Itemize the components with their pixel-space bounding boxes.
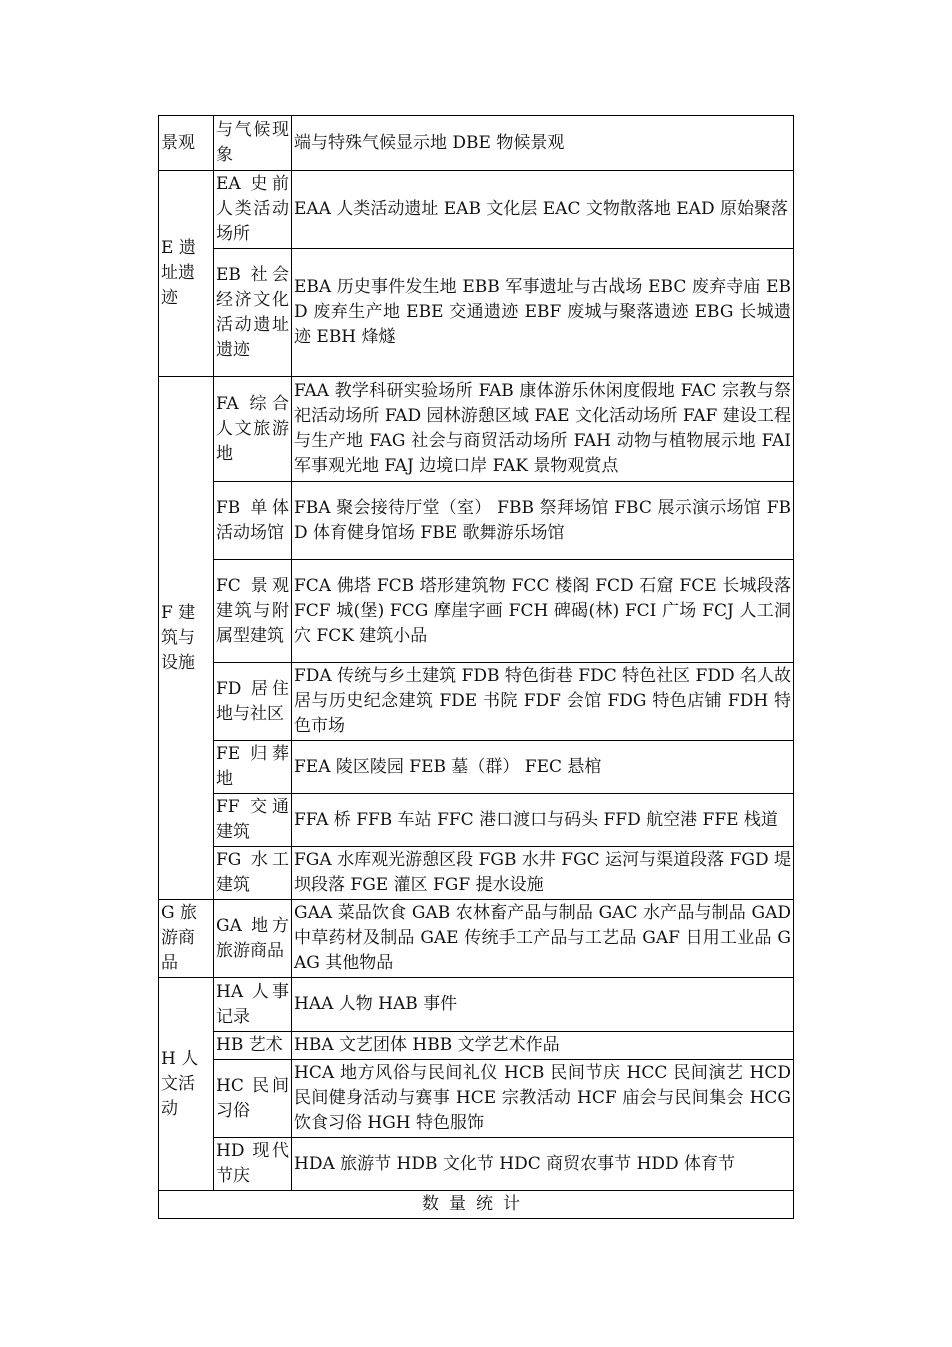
- sub-category-cell: HB 艺术: [214, 1032, 292, 1060]
- sub-category-cell: HA 人事记录: [214, 978, 292, 1032]
- main-category-cell: E 遗址遗迹: [159, 171, 214, 377]
- table-row: [159, 116, 794, 171]
- main-category-cell: G 旅游商品: [159, 900, 214, 978]
- items-cell: FFA 桥 FFB 车站 FFC 港口渡口与码头 FFD 航空港 FFE 栈道: [292, 794, 794, 847]
- table-row: [159, 741, 794, 794]
- sub-category-cell: FC 景观建筑与附属型建筑: [214, 560, 292, 663]
- main-category-cell: 景观: [159, 116, 214, 171]
- sub-category-cell: HD 现代节庆: [214, 1138, 292, 1191]
- items-cell: FDA 传统与乡土建筑 FDB 特色街巷 FDC 特色社区 FDD 名人故居与历史纪念建筑 FDE 书院 FDF 会馆 FDG 特色店铺 FDH 特色市场: [292, 663, 794, 741]
- table-row: [159, 847, 794, 900]
- resource-classification-table: [158, 115, 794, 1219]
- sub-category-cell: 与气候现象: [214, 116, 292, 171]
- sub-category-cell: FE 归葬地: [214, 741, 292, 794]
- table-row: [159, 794, 794, 847]
- items-cell: FAA 教学科研实验场所 FAB 康体游乐休闲度假地 FAC 宗教与祭祀活动场所 FAD 园林游憩区域 FAE 文化活动场所 FAF 建设工程与生产地 FAG 社会与商贸活动场所 FAH 动物与植物展示地 FAI 军事观光地 FAJ 边境口岸 FAK 景物观赏点: [292, 377, 794, 482]
- table-row: [159, 560, 794, 663]
- table-row: [159, 663, 794, 741]
- items-cell: HBA 文艺团体 HBB 文学艺术作品: [292, 1032, 794, 1060]
- table-row: [159, 1060, 794, 1138]
- items-cell: FBA 聚会接待厅堂（室） FBB 祭拜场馆 FBC 展示演示场馆 FBD 体育健身馆场 FBE 歌舞游乐场馆: [292, 482, 794, 560]
- items-cell: HAA 人物 HAB 事件: [292, 978, 794, 1032]
- table-row: [159, 482, 794, 560]
- sub-category-cell: FB 单体活动场馆: [214, 482, 292, 560]
- main-category-cell: F 建筑与设施: [159, 377, 214, 900]
- sub-category-cell: FG 水工建筑: [214, 847, 292, 900]
- table-row: [159, 377, 794, 482]
- items-cell: 端与特殊气候显示地 DBE 物候景观: [292, 116, 794, 171]
- items-cell: GAA 菜品饮食 GAB 农林畜产品与制品 GAC 水产品与制品 GAD 中草药材及制品 GAE 传统手工产品与工艺品 GAF 日用工业品 GAG 其他物品: [292, 900, 794, 978]
- quantity-statistics-footer: 数量统计: [159, 1191, 794, 1219]
- sub-category-cell: HC 民间习俗: [214, 1060, 292, 1138]
- sub-category-cell: EA 史前人类活动场所: [214, 171, 292, 249]
- table-row: [159, 900, 794, 978]
- items-cell: FCA 佛塔 FCB 塔形建筑物 FCC 楼阁 FCD 石窟 FCE 长城段落 FCF 城(堡) FCG 摩崖字画 FCH 碑碣(林) FCI 广场 FCJ 人工洞穴 FCK 建筑小品: [292, 560, 794, 663]
- sub-category-cell: FD 居住地与社区: [214, 663, 292, 741]
- table-row: [159, 249, 794, 377]
- items-cell: FEA 陵区陵园 FEB 墓（群） FEC 悬棺: [292, 741, 794, 794]
- sub-category-cell: GA 地方旅游商品: [214, 900, 292, 978]
- sub-category-cell: EB 社会经济文化活动遗址遗迹: [214, 249, 292, 377]
- table-row: [159, 1138, 794, 1191]
- table-row: [159, 978, 794, 1032]
- table-row: [159, 1191, 794, 1219]
- table-row: [159, 1032, 794, 1060]
- items-cell: HCA 地方风俗与民间礼仪 HCB 民间节庆 HCC 民间演艺 HCD 民间健身活动与赛事 HCE 宗教活动 HCF 庙会与民间集会 HCG 饮食习俗 HGH 特色服饰: [292, 1060, 794, 1138]
- main-category-cell: H 人文活动: [159, 978, 214, 1191]
- sub-category-cell: FA 综合人文旅游地: [214, 377, 292, 482]
- items-cell: HDA 旅游节 HDB 文化节 HDC 商贸农事节 HDD 体育节: [292, 1138, 794, 1191]
- items-cell: FGA 水库观光游憩区段 FGB 水井 FGC 运河与渠道段落 FGD 堤坝段落 FGE 灌区 FGF 提水设施: [292, 847, 794, 900]
- table-row: [159, 171, 794, 249]
- items-cell: EBA 历史事件发生地 EBB 军事遗址与古战场 EBC 废弃寺庙 EBD 废弃生产地 EBE 交通遗迹 EBF 废城与聚落遗迹 EBG 长城遗迹 EBH 烽燧: [292, 249, 794, 377]
- items-cell: EAA 人类活动遗址 EAB 文化层 EAC 文物散落地 EAD 原始聚落: [292, 171, 794, 249]
- sub-category-cell: FF 交通建筑: [214, 794, 292, 847]
